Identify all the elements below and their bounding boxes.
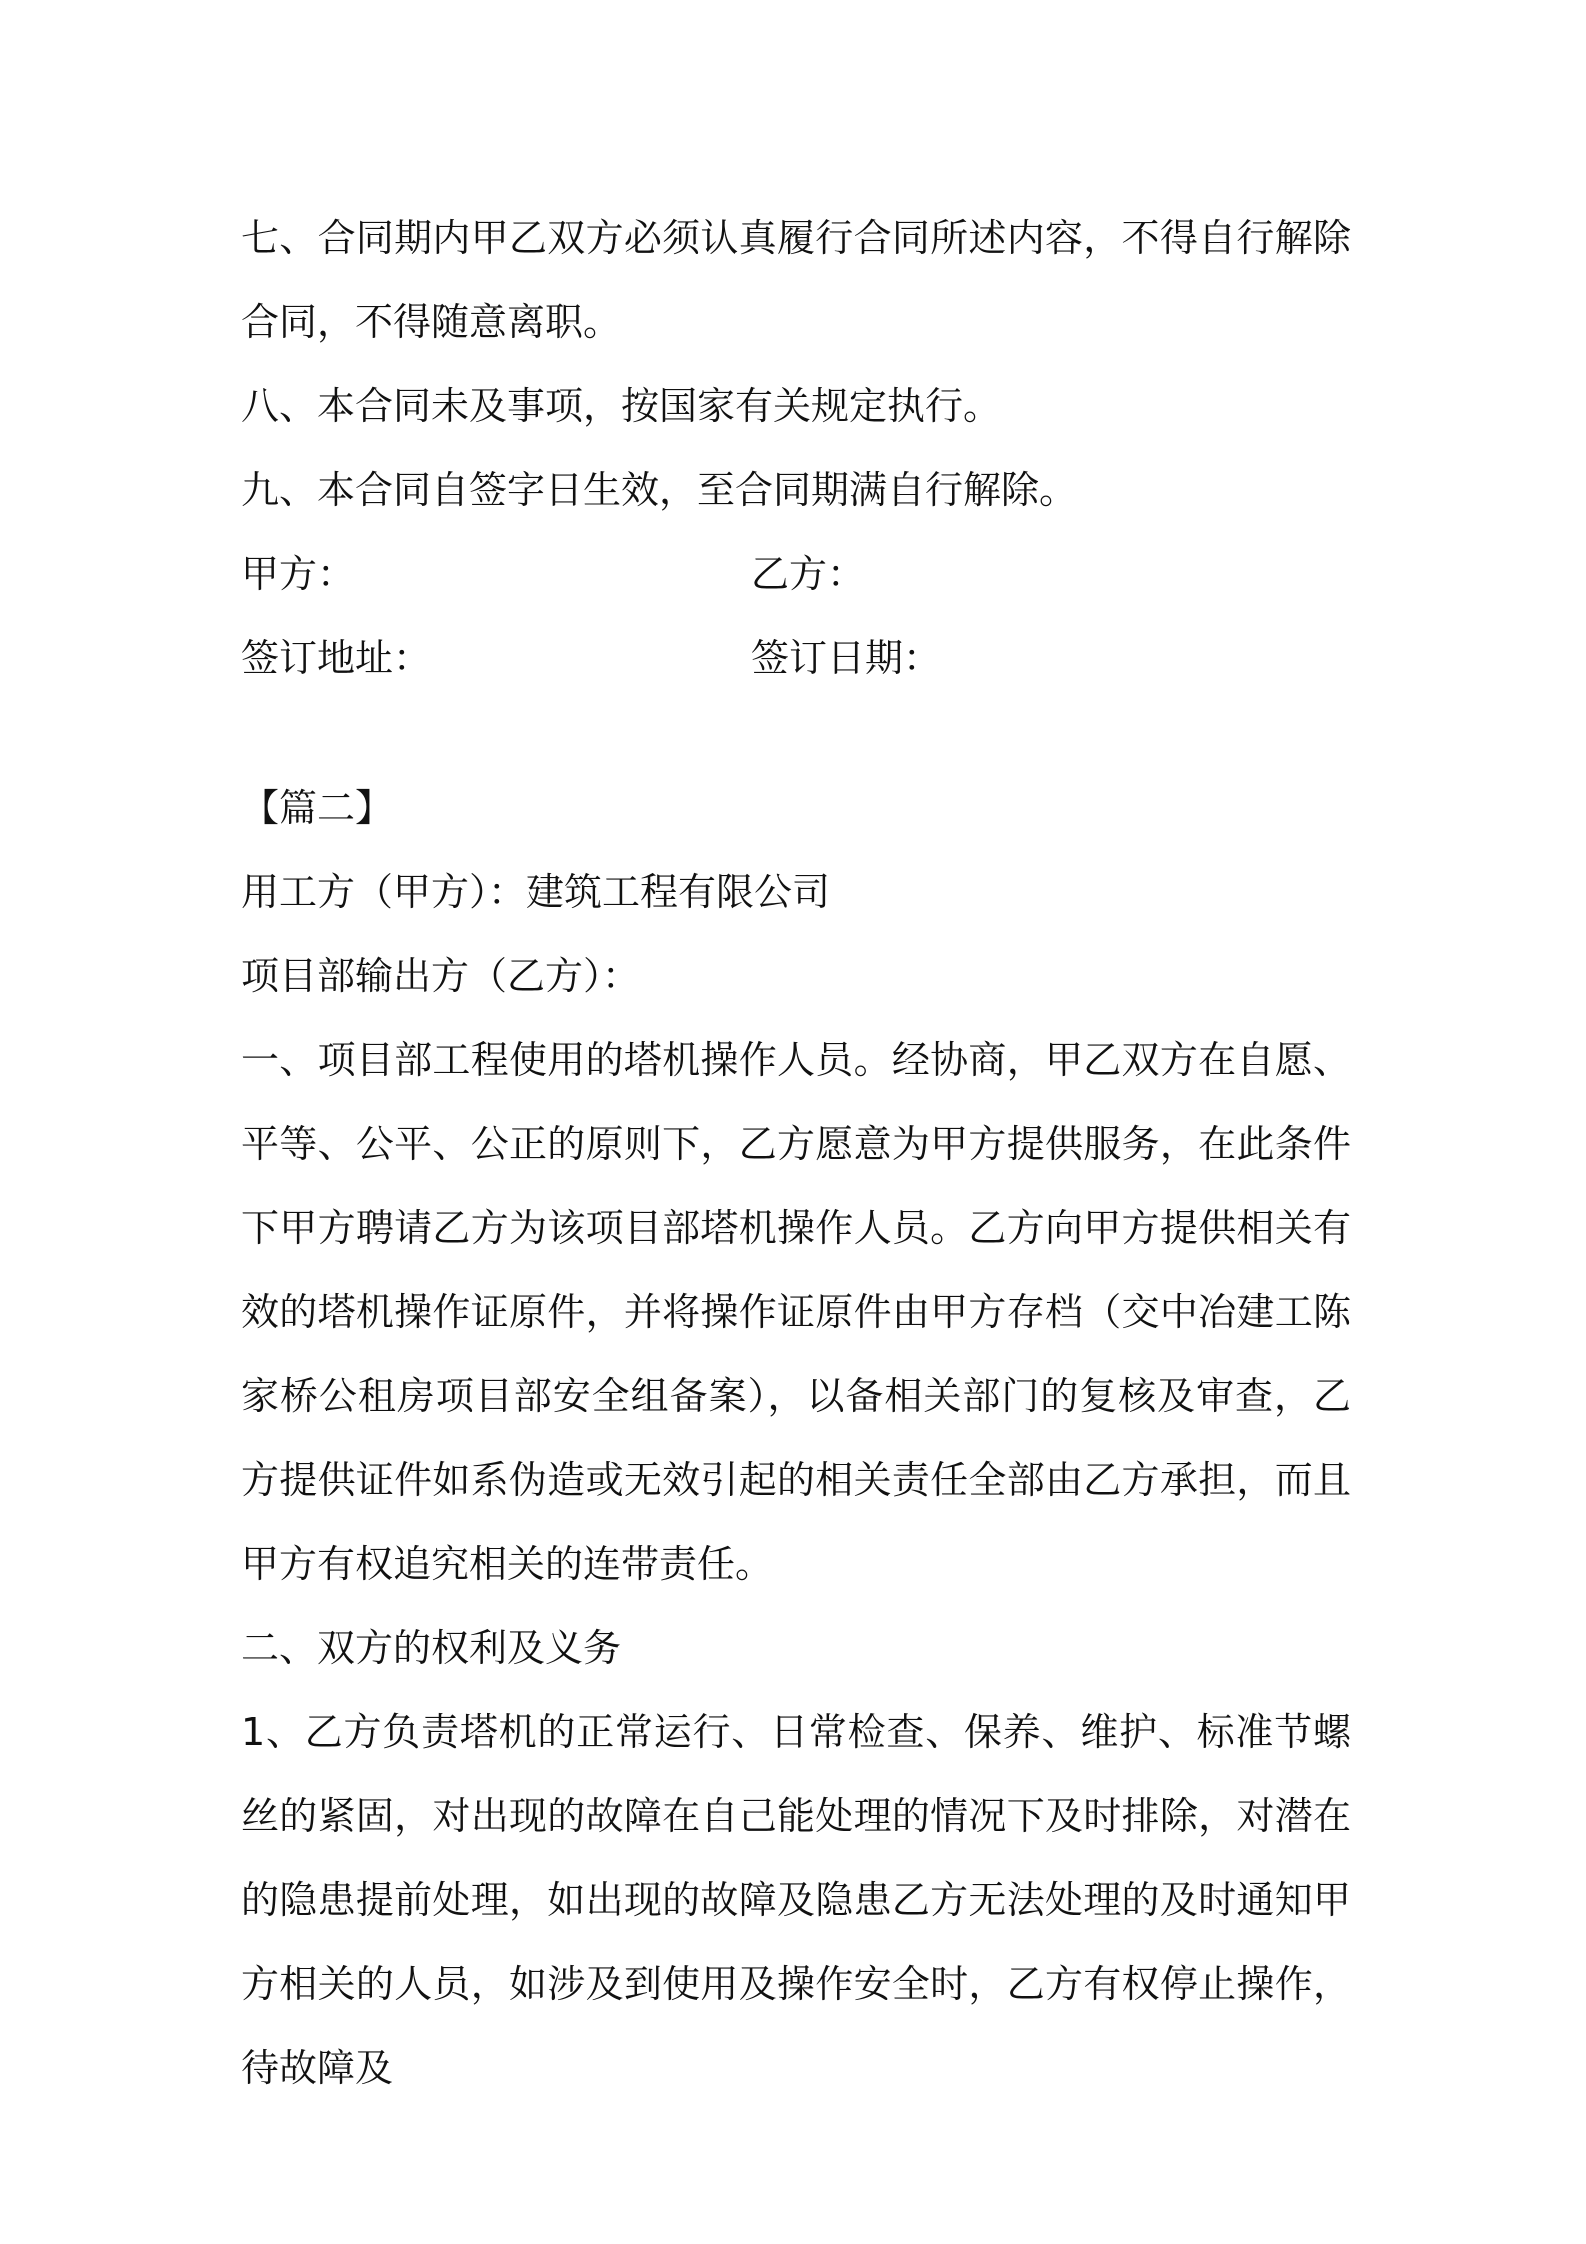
clause-2-item-1: 1、乙方负责塔机的正常运行、日常检查、保养、维护、标准节螺丝的紧固，对出现的故障在自己能处理的情况下及时排除，对潜在的隐患提前处理，如出现的故障及隐患乙方无法处理的及时通知甲方相关的人员，如涉及到使用及操作安全时，乙方有权停止操作，待故障及 — [241, 1710, 1351, 2090]
sign-date-label: 签订日期： — [751, 636, 942, 680]
section-title: 【篇二】 — [241, 786, 394, 830]
clause-7: 七、合同期内甲乙双方必须认真履行合同所述内容，不得自行解除合同，不得随意离职。 — [241, 216, 1351, 344]
provider-line: 项目部输出方（乙方）： — [241, 954, 641, 998]
signature-row-parties — [241, 532, 1351, 616]
clause-9: 九、本合同自签字日生效，至合同期满自行解除。 — [241, 468, 1078, 512]
signature-row-place-date — [241, 616, 1351, 700]
clause-1: 一、项目部工程使用的塔机操作人员。经协商，甲乙双方在自愿、平等、公平、公正的原则下，乙方愿意为甲方提供服务，在此条件下甲方聘请乙方为该项目部塔机操作人员。乙方向甲方提供相关有效的塔机操作证原件，并将操作证原件由甲方存档（交中冶建工陈家桥公租房项目部安全组备案），以备相关部门的复核及审查，乙方提供证件如系伪造或无效引起的相关责任全部由乙方承担，而且甲方有权追究相关的连带责任。 — [241, 1038, 1351, 1586]
clause-2-heading: 二、双方的权利及义务 — [241, 1626, 622, 1670]
party-a-label: 甲方： — [241, 552, 356, 596]
clause-8: 八、本合同未及事项，按国家有关规定执行。 — [241, 384, 1002, 428]
section-gap — [241, 700, 1351, 766]
document-body — [241, 196, 1351, 2110]
employer-line: 用工方（甲方）：建筑工程有限公司 — [241, 870, 831, 914]
sign-address-label: 签订地址： — [241, 636, 432, 680]
party-b-label: 乙方： — [751, 552, 866, 596]
